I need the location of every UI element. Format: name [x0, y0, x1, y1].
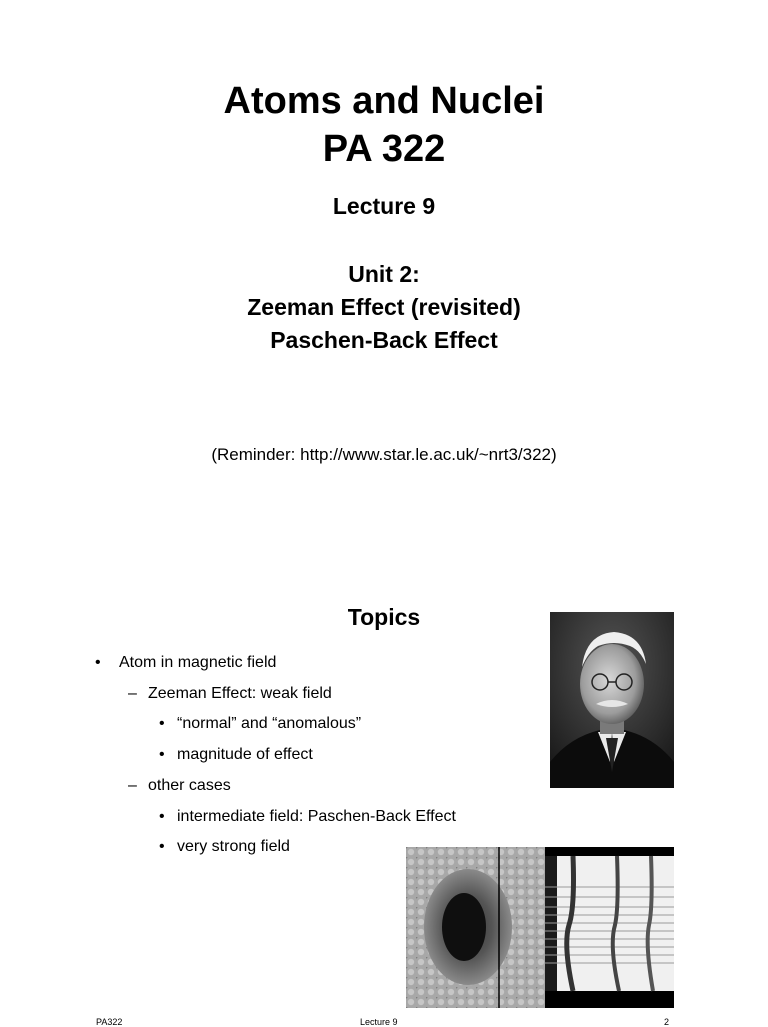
footer-lecture: Lecture 9	[360, 1017, 398, 1027]
spectrum-image	[545, 847, 674, 1008]
dash-mark: –	[128, 777, 137, 794]
bullet-mark: •	[95, 654, 101, 671]
list-item-text: other cases	[148, 777, 231, 794]
footer-course: PA322	[96, 1017, 123, 1027]
course-title: Atoms and Nuclei	[223, 80, 545, 122]
spectrum-illustration	[545, 847, 674, 1008]
list-item	[159, 838, 290, 856]
title-slide	[0, 0, 768, 512]
list-item	[95, 654, 277, 672]
list-item	[159, 746, 313, 764]
list-item-text: intermediate field: Paschen-Back Effect	[177, 808, 456, 825]
course-code: PA 322	[322, 128, 446, 170]
list-item	[159, 715, 362, 733]
unit-label: Unit 2:	[348, 261, 420, 287]
sunspot-image	[406, 847, 545, 1008]
unit-topic-1: Zeeman Effect (revisited)	[247, 294, 521, 320]
lecture-number: Lecture 9	[332, 193, 436, 219]
list-item-text: “normal” and “anomalous”	[177, 715, 362, 732]
dash-mark: –	[128, 685, 137, 702]
bullet-mark: •	[159, 838, 165, 855]
footer-page-number: 2	[664, 1017, 670, 1027]
list-item-text: very strong field	[177, 838, 290, 855]
sunspot-illustration	[406, 847, 545, 1008]
reminder-url: (Reminder: http://www.star.le.ac.uk/~nrt3/322)	[211, 445, 557, 464]
topics-title: Topics	[347, 604, 421, 630]
bullet-mark: •	[159, 746, 165, 763]
topics-slide	[0, 512, 768, 1027]
list-item	[128, 777, 231, 795]
bullet-mark: •	[159, 808, 165, 825]
list-item-text: Atom in magnetic field	[119, 654, 277, 671]
portrait-photo	[550, 612, 674, 788]
bullet-mark: •	[159, 715, 165, 732]
portrait-illustration	[550, 612, 674, 788]
unit-topic-2: Paschen-Back Effect	[270, 327, 498, 353]
list-item-text: magnitude of effect	[177, 746, 313, 763]
list-item	[159, 808, 456, 826]
list-item	[128, 685, 332, 703]
list-item-text: Zeeman Effect: weak field	[148, 685, 332, 702]
